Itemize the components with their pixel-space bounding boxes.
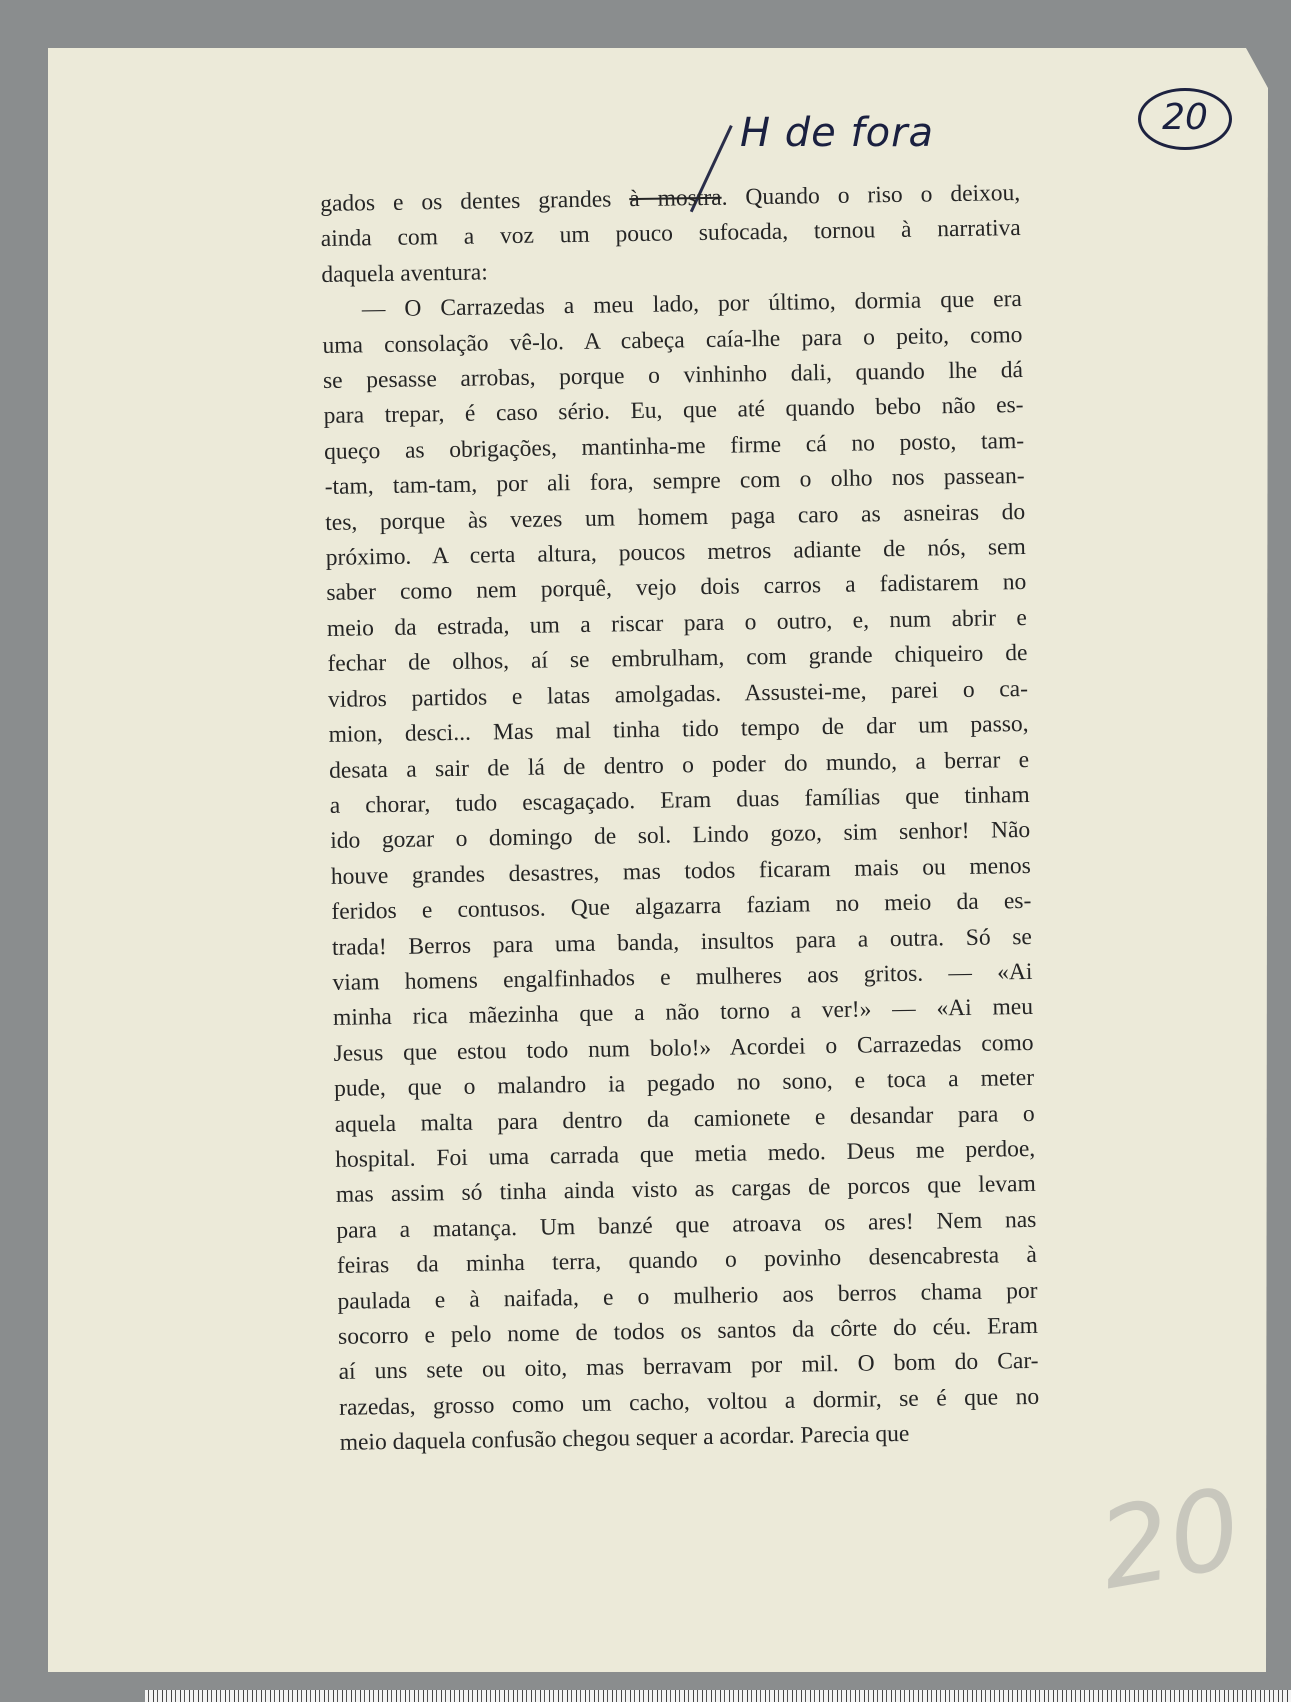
text-line: houve grandes desastres, mas todos ficaram mais ou menos xyxy=(330,852,1031,890)
scan-scale-bar xyxy=(145,1690,1291,1702)
pencil-page-number: 20 xyxy=(1089,1463,1251,1615)
text-line: daquela aventura: xyxy=(321,259,488,288)
text-line: fechar de olhos, aí se embrulham, com grande chiqueiro de xyxy=(327,640,1028,678)
text-line: feridos e contusos. Que algazarra faziam no meio da es- xyxy=(331,888,1032,926)
text-line: pude, que o malandro ia pegado no sono, e toca a meter xyxy=(333,1065,1035,1103)
text-line-1: gados e os dentes grandes à mostra. Quando o riso o deixou, xyxy=(320,180,1021,217)
text-line: meio da estrada, um a riscar para o outro, e, num abrir e xyxy=(326,604,1028,642)
struck-text: à mostra xyxy=(629,184,722,213)
text-line: vidros partidos e latas amolgadas. Assustei-me, parei o ca- xyxy=(327,675,1029,713)
text-line: trada! Berros para uma banda, insultos para a outra. Só se xyxy=(331,923,1033,961)
text-line: hospital. Foi uma carrada que metia medo. Deus me perdoe, xyxy=(335,1135,1036,1173)
text-line: socorro e pelo nome de todos os santos da côrte do céu. Eram xyxy=(337,1312,1039,1350)
text-line: a chorar, tudo escagaçado. Eram duas famílias que tinham xyxy=(329,781,1030,819)
typed-text-block xyxy=(320,176,1040,1461)
text-line: feiras da minha terra, quando o povinho desencabresta à xyxy=(336,1242,1038,1280)
text-line: mion, desci... Mas mal tinha tido tempo de dar um passo, xyxy=(328,711,1029,749)
text-line: aí uns sete ou oito, mas berravam por mil. O bom do Car- xyxy=(338,1348,1039,1386)
text-line: tes, porque às vezes um homem paga caro as asneiras do xyxy=(325,498,1026,536)
text-line: queço as obrigações, mantinha-me firme cá no posto, tam- xyxy=(323,427,1025,465)
text-line: razedas, grosso como um cacho, voltou a dormir, se é que no xyxy=(338,1383,1040,1421)
text-line: -tam, tam-tam, por ali fora, sempre com o olho nos passean- xyxy=(324,463,1025,501)
text-line: para trepar, é caso sério. Eu, que até quando bebo não es- xyxy=(323,392,1024,430)
text-line: mas assim só tinha ainda visto as cargas de porcos que levam xyxy=(335,1171,1036,1209)
text-line: se pesasse arrobas, porque o vinhinho dali, quando lhe dá xyxy=(322,357,1024,395)
text-line: ido gozar o domingo de sol. Lindo gozo, sim senhor! Não xyxy=(330,817,1031,855)
text-line: saber como nem porquê, vejo dois carros a fadistarem no xyxy=(326,569,1027,607)
text-line: para a matança. Um banzé que atroava os ares! Nem nas xyxy=(336,1206,1037,1244)
text-line: ainda com a voz um pouco sufocada, tornou à narrativa xyxy=(320,215,1021,253)
text-line: uma consolação vê-lo. A cabeça caía-lhe para o peito, como xyxy=(322,321,1023,359)
text-line: aquela malta para dentro da camionete e desandar para o xyxy=(334,1100,1035,1138)
text-line: minha rica mãezinha que a não torno a ver!» — «Ai meu xyxy=(332,994,1034,1032)
text-line: desata a sair de lá de dentro o poder do mundo, a berrar e xyxy=(328,746,1030,784)
text-line: viam homens engalfinhados e mulheres aos gritos. — «Ai xyxy=(332,958,1033,996)
text-line: — O Carrazedas a meu lado, por último, dormia que era xyxy=(361,286,1023,323)
text-line: Jesus que estou todo num bolo!» Acordei o Carrazedas como xyxy=(333,1029,1034,1067)
text-line: próximo. A certa altura, poucos metros adiante de nós, sem xyxy=(325,534,1026,572)
text-line: paulada e à naifada, e o mulherio aos berros chama por xyxy=(337,1277,1038,1315)
circled-page-number: 20 xyxy=(1138,88,1232,150)
text-line: meio daquela confusão chegou sequer a acordar. Parecia que xyxy=(339,1421,910,1457)
handwritten-header-note: H de fora xyxy=(740,110,935,156)
